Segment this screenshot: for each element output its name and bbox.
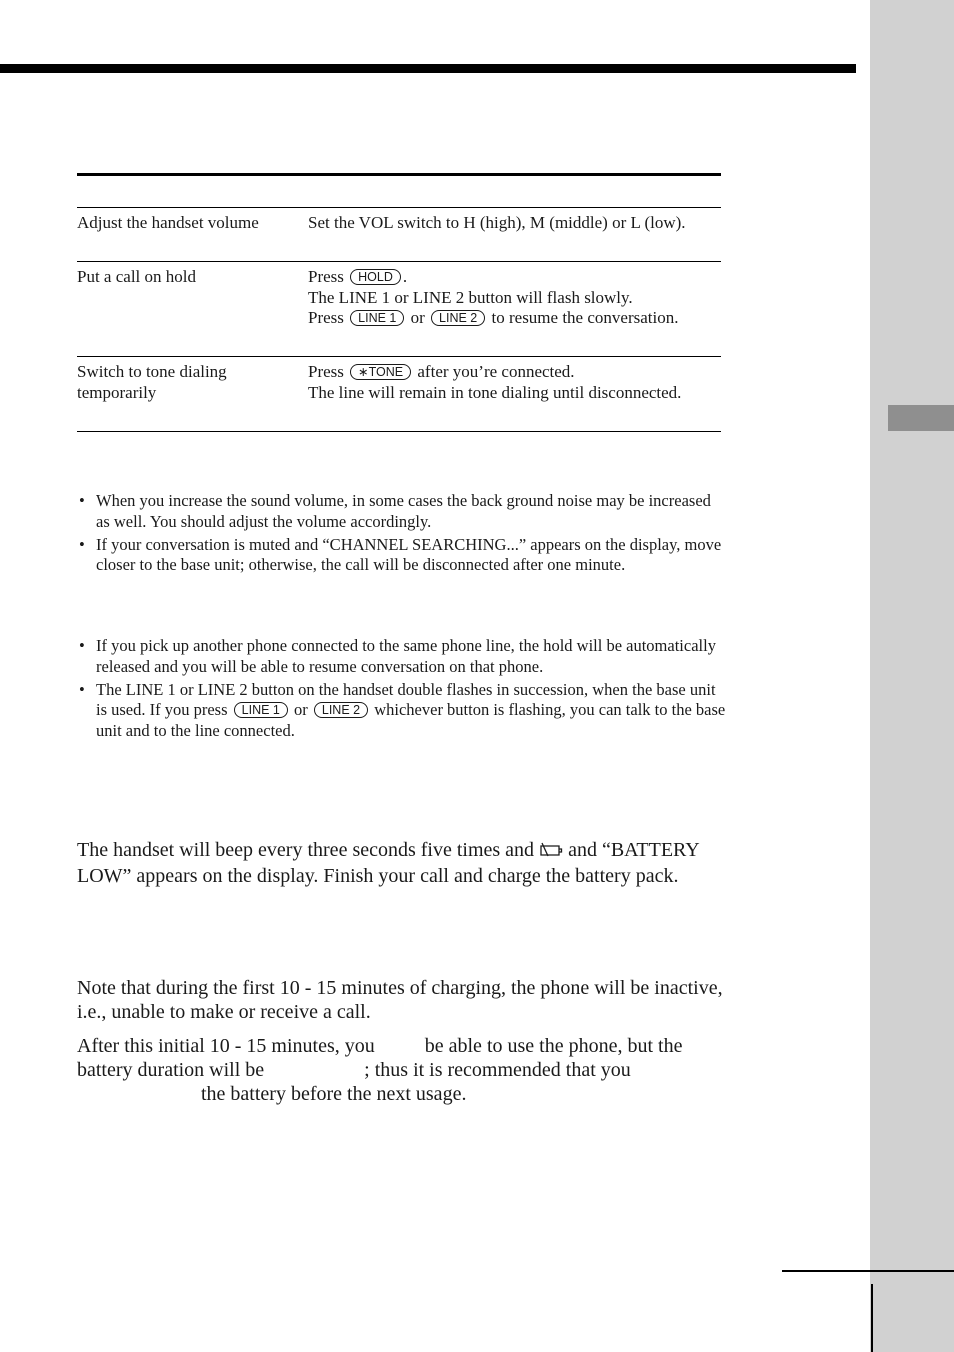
description-cell: Set the VOL switch to H (high), M (middle) or L (low).	[308, 213, 686, 232]
footer-rule	[782, 1270, 954, 1272]
list-item: • When you increase the sound volume, in some cases the back ground noise may be increased as well. You should adjust the volume accordingly.	[77, 491, 727, 532]
list-item: • If you pick up another phone connected to the same phone line, the hold will be automatically released and you will be able to resume conversation on that phone.	[77, 636, 727, 677]
side-index-strip	[870, 0, 954, 1352]
charging-paragraph: Note that during the first 10 - 15 minutes of charging, the phone will be inactive, i.e., unable to make or receive a call.	[77, 977, 723, 1023]
line1-key: LINE 1	[350, 310, 404, 326]
section-tab	[888, 405, 954, 431]
after-charging-paragraph: After this initial 10 - 15 minutes, you be able to use the phone, but the battery duration will be ; thus it is recommended that youthe battery before the next usage.	[77, 1035, 683, 1105]
line2-key: LINE 2	[431, 310, 485, 326]
action-cell: Switch to tone dialing temporarily	[77, 362, 227, 402]
tone-key: ∗TONE	[350, 364, 411, 380]
table-row	[77, 207, 721, 262]
footer-divider	[871, 1284, 873, 1352]
line1-key: LINE 1	[234, 702, 288, 718]
action-cell: Adjust the handset volume	[77, 213, 259, 232]
list-item: • The LINE 1 or LINE 2 button on the handset double flashes in succession, when the base unit is used. If you press LINE 1 or LINE 2 whichever button is flashing, you can talk to the base unit and to the line connected.	[77, 680, 727, 742]
hold-notes-list	[77, 636, 727, 744]
battery-low-paragraph: The handset will beep every three seconds five times and and “BATTERY LOW” appears on the display. Finish your call and charge the battery pack.	[77, 839, 699, 887]
line2-key: LINE 2	[314, 702, 368, 718]
table-row	[77, 356, 721, 432]
battery-low-icon	[539, 840, 563, 864]
notes-list	[77, 491, 727, 578]
action-cell: Put a call on hold	[77, 267, 196, 286]
table-row	[77, 261, 721, 357]
header-rule	[0, 64, 856, 73]
description-cell: Press ∗TONE after you’re connected. The line will remain in tone dialing until disconnected.	[308, 362, 682, 402]
table-top-rule	[77, 173, 721, 176]
list-item: • If your conversation is muted and “CHANNEL SEARCHING...” appears on the display, move closer to the base unit; otherwise, the call will be disconnected after one minute.	[77, 535, 727, 576]
description-cell: Press HOLD . The LINE 1 or LINE 2 button will flash slowly. Press LINE 1 or LINE 2 to resume the conversation.	[308, 267, 679, 327]
hold-key: HOLD	[350, 269, 401, 285]
